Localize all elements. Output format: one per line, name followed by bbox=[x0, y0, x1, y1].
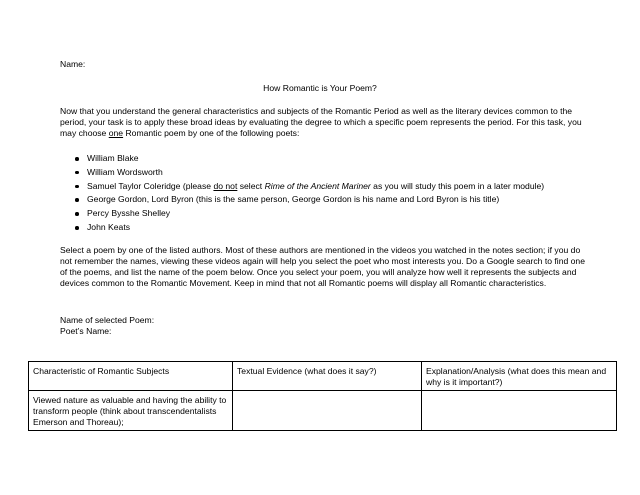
poet-name-label: Poet’s Name: bbox=[60, 326, 112, 336]
poet-item-keats bbox=[60, 222, 544, 236]
intro-underlined-word: one bbox=[108, 128, 124, 138]
intro-text-end: Romantic poem by one of the following poets: bbox=[123, 128, 300, 138]
name-label: Name: bbox=[60, 59, 86, 69]
poet-item-coleridge bbox=[60, 181, 544, 195]
do-not-underlined: do not bbox=[213, 180, 238, 191]
header-evidence: Textual Evidence (what does it say?) bbox=[233, 362, 422, 391]
excluded-poem-title: Rime of the Ancient Mariner bbox=[264, 180, 371, 191]
table-header-row bbox=[29, 362, 617, 391]
poet-item-byron bbox=[60, 194, 544, 208]
cell-characteristic: Viewed nature as valuable and having the ability to transform people (think about transcendentalists Emerson and Thoreau); bbox=[29, 391, 233, 431]
poet-text: select bbox=[237, 180, 265, 191]
cell-analysis[interactable] bbox=[422, 391, 617, 431]
instructions-paragraph: Select a poem by one of the listed authors. Most of these authors are mentioned in the videos you watched in the notes section; if you do not remember the names, viewing these videos again will help you select the poet who most interests you. Do a Google search to find one of the poems, and list the name of the poem below. Once you select your poem, you will analyze how well it represents the subjects and devices common to the Romantic Movement. Keep in mind that not all Romantic poems will display all Romantic characteristics. bbox=[60, 245, 585, 288]
poet-item-blake bbox=[60, 153, 544, 167]
poet-text: as you will study this poem in a later module) bbox=[370, 180, 545, 191]
table-row bbox=[29, 391, 617, 431]
analysis-table bbox=[28, 361, 617, 431]
poet-list bbox=[60, 153, 544, 236]
poet-name: John Keats bbox=[87, 221, 130, 232]
poet-name: Percy Bysshe Shelley bbox=[87, 208, 171, 219]
poet-text: Samuel Taylor Coleridge (please bbox=[87, 180, 214, 191]
poet-name: George Gordon, Lord Byron (this is the same person, George Gordon is his name and Lord Byron is his title) bbox=[87, 194, 500, 205]
intro-text-start: Now that you understand the general characteristics and subjects of the Romantic Period as well as the literary devices common to the period, your task is to apply these broad ideas by evaluating the degree to which a specific poem represents the period. For this task, you may choose bbox=[60, 106, 582, 138]
poet-name: William Blake bbox=[87, 153, 139, 163]
intro-paragraph bbox=[60, 106, 588, 139]
header-analysis: Explanation/Analysis (what does this mean and why is it important?) bbox=[422, 362, 617, 391]
cell-evidence[interactable] bbox=[233, 391, 422, 431]
poet-item-wordsworth bbox=[60, 167, 544, 181]
selected-poem-label: Name of selected Poem: bbox=[60, 315, 155, 325]
document-title: How Romantic is Your Poem? bbox=[263, 83, 377, 93]
poet-item-shelley bbox=[60, 208, 544, 222]
header-characteristic: Characteristic of Romantic Subjects bbox=[29, 362, 233, 391]
poet-name: William Wordsworth bbox=[87, 166, 163, 177]
